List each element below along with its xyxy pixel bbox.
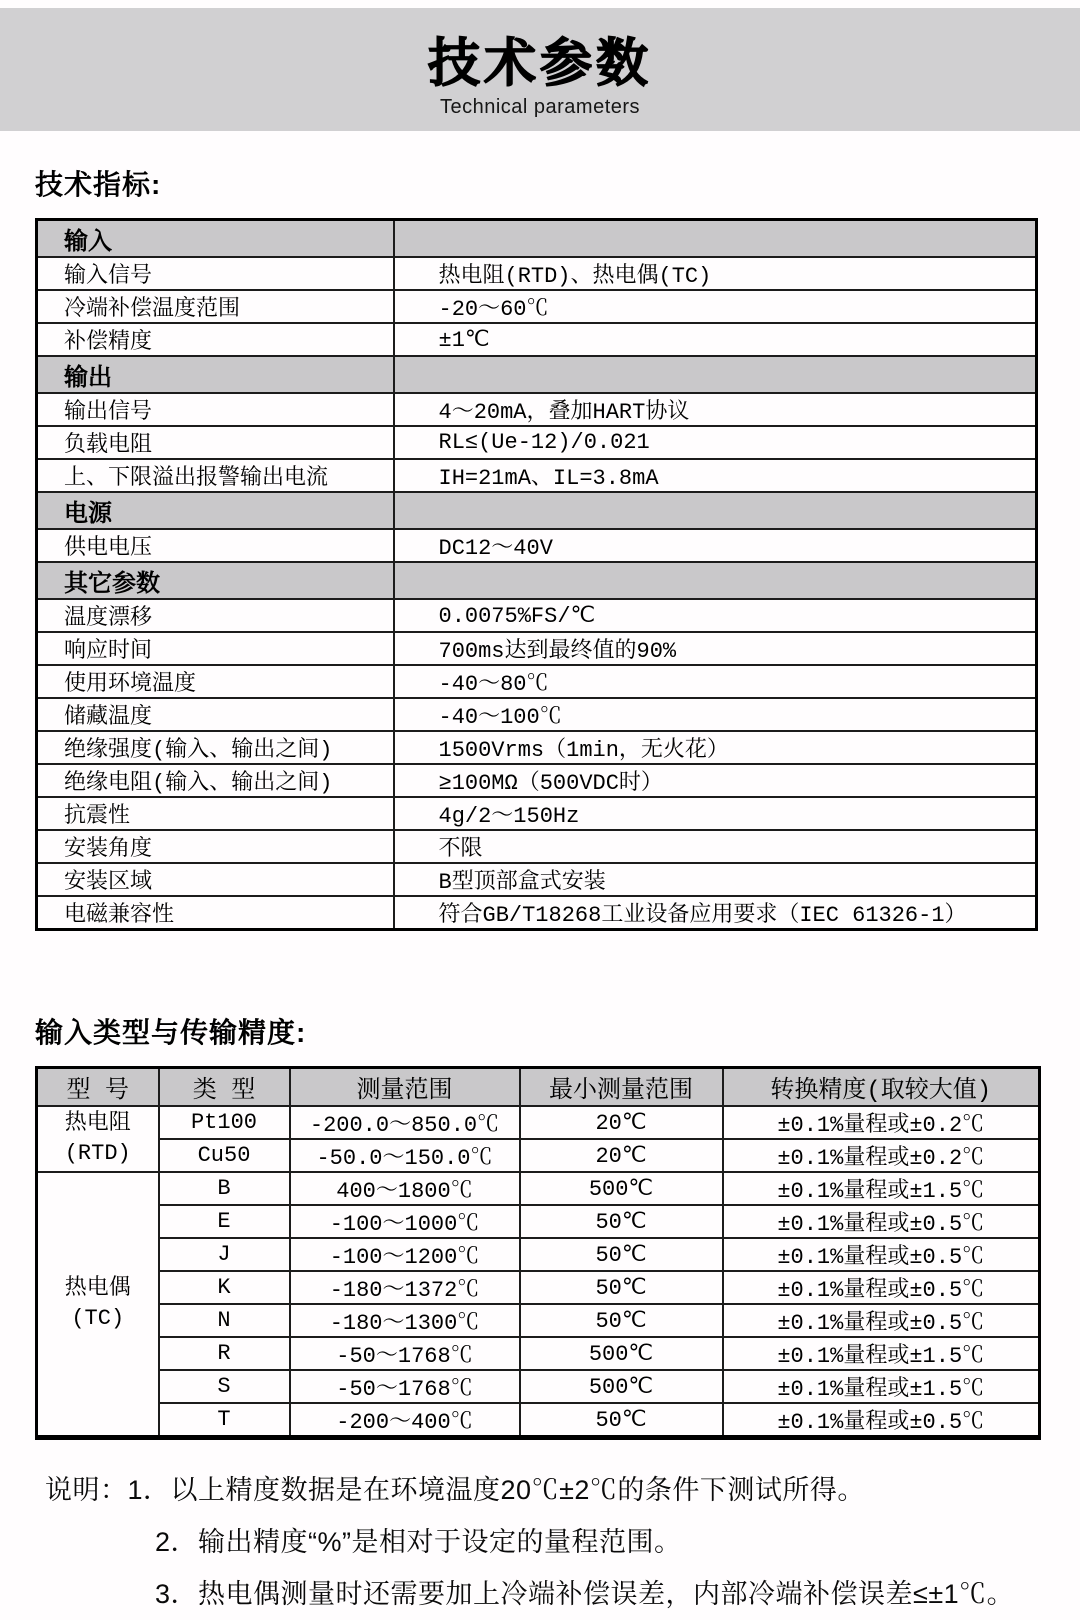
table-row: [37, 1139, 1040, 1172]
note-number: 1．: [127, 1475, 171, 1505]
spec-value: ≥100MΩ（500VDC时）: [394, 764, 1037, 797]
accuracy-cell: ±0.1%量程或±1.5℃: [723, 1370, 1040, 1403]
spec-label: 冷端补偿温度范围: [37, 290, 394, 323]
type-cell: Pt100: [159, 1106, 290, 1139]
spec-row: [37, 323, 1037, 356]
spec-value: -20～60℃: [394, 290, 1037, 323]
notes-label: 说明：: [45, 1475, 128, 1505]
accuracy-header-row: [37, 1068, 1040, 1107]
accuracy-cell: ±0.1%量程或±0.5℃: [723, 1205, 1040, 1238]
range-cell: -100～1200℃: [290, 1238, 520, 1271]
page-title: 技术参数: [427, 34, 652, 93]
model-cell-tc: [37, 1172, 159, 1438]
min-range-cell: 50℃: [520, 1271, 723, 1304]
note-line-2: [45, 1516, 1080, 1568]
accuracy-table: [35, 1066, 1041, 1440]
spec-label: 绝缘电阻(输入、输出之间): [37, 764, 394, 797]
spec-value: -40～80℃: [394, 665, 1037, 698]
type-cell: B: [159, 1172, 290, 1205]
min-range-cell: 500℃: [520, 1370, 723, 1403]
col-header-range: 测量范围: [290, 1068, 520, 1107]
table-row: [37, 1337, 1040, 1370]
type-cell: J: [159, 1238, 290, 1271]
spec-label: 使用环境温度: [37, 665, 394, 698]
spec-label: 补偿精度: [37, 323, 394, 356]
range-cell: -180～1300℃: [290, 1304, 520, 1337]
note-text: 热电偶测量时还需要加上冷端补偿误差，内部冷端补偿误差≤±1℃。: [198, 1579, 1015, 1609]
range-cell: -200.0～850.0℃: [290, 1106, 520, 1139]
range-cell: -50～1768℃: [290, 1370, 520, 1403]
spec-row: [37, 797, 1037, 830]
table-row: [37, 1238, 1040, 1271]
range-cell: -100～1000℃: [290, 1205, 520, 1238]
spec-group-row-output: [37, 356, 1037, 393]
spec-value: 4g/2～150Hz: [394, 797, 1037, 830]
spec-row: [37, 459, 1037, 492]
accuracy-cell: ±0.1%量程或±1.5℃: [723, 1172, 1040, 1205]
spec-row: [37, 896, 1037, 930]
spec-label: 温度漂移: [37, 599, 394, 632]
spec-row: [37, 863, 1037, 896]
page-subtitle: Technical parameters: [439, 95, 641, 118]
spec-value: DC12～40V: [394, 529, 1037, 562]
type-cell: T: [159, 1403, 290, 1438]
table-row: [37, 1304, 1040, 1337]
spec-label: 上、下限溢出报警输出电流: [37, 459, 394, 492]
note-number: 3．: [155, 1579, 199, 1609]
accuracy-cell: ±0.1%量程或±0.5℃: [723, 1238, 1040, 1271]
min-range-cell: 50℃: [520, 1238, 723, 1271]
spec-value: 4～20mA，叠加HART协议: [394, 393, 1037, 426]
spec-value: 不限: [394, 830, 1037, 863]
spec-label: 储藏温度: [37, 698, 394, 731]
spec-label: 输出信号: [37, 393, 394, 426]
spec-value: 符合GB/T18268工业设备应用要求（IEC 61326-1）: [394, 896, 1037, 930]
range-cell: -50～1768℃: [290, 1337, 520, 1370]
spec-label: 供电电压: [37, 529, 394, 562]
table-row: [37, 1370, 1040, 1403]
col-header-min-range: 最小测量范围: [520, 1068, 723, 1107]
range-cell: 400～1800℃: [290, 1172, 520, 1205]
spec-row: [37, 665, 1037, 698]
page-banner: [0, 8, 1080, 131]
note-number: 2．: [155, 1527, 199, 1557]
spec-group-label: 输入: [37, 220, 394, 258]
range-cell: -50.0～150.0℃: [290, 1139, 520, 1172]
spec-group-value: [394, 562, 1037, 599]
type-cell: R: [159, 1337, 290, 1370]
notes-block: [45, 1464, 1080, 1620]
spec-value: 700ms达到最终值的90%: [394, 632, 1037, 665]
spec-value: 1500Vrms（1min，无火花）: [394, 731, 1037, 764]
min-range-cell: 500℃: [520, 1172, 723, 1205]
spec-row: [37, 529, 1037, 562]
spec-label: 电磁兼容性: [37, 896, 394, 930]
spec-group-value: [394, 356, 1037, 393]
note-text: 以上精度数据是在环境温度20℃±2℃的条件下测试所得。: [170, 1475, 865, 1505]
spec-group-label: 输出: [37, 356, 394, 393]
table-row: [37, 1106, 1040, 1139]
spec-row: [37, 599, 1037, 632]
min-range-cell: 50℃: [520, 1403, 723, 1438]
spec-group-label: 其它参数: [37, 562, 394, 599]
type-cell: K: [159, 1271, 290, 1304]
note-line-1: [45, 1464, 1080, 1516]
spec-value: IH=21mA、IL=3.8mA: [394, 459, 1037, 492]
spec-value: 热电阻(RTD)、热电偶(TC): [394, 257, 1037, 290]
spec-section-heading: 技术指标:: [35, 169, 162, 200]
spec-label: 安装区域: [37, 863, 394, 896]
spec-label: 绝缘强度(输入、输出之间): [37, 731, 394, 764]
model-abbr: (TC): [71, 1306, 125, 1331]
table-row: [37, 1271, 1040, 1304]
accuracy-cell: ±0.1%量程或±0.5℃: [723, 1304, 1040, 1337]
note-line-3: [45, 1568, 1080, 1620]
accuracy-cell: ±0.1%量程或±0.5℃: [723, 1271, 1040, 1304]
spec-row: [37, 830, 1037, 863]
min-range-cell: 500℃: [520, 1337, 723, 1370]
note-text: 输出精度“%”是相对于设定的量程范围。: [198, 1527, 682, 1557]
accuracy-section-heading: 输入类型与传输精度:: [35, 1017, 307, 1048]
spec-table: [35, 218, 1038, 931]
col-header-type: 类 型: [159, 1068, 290, 1107]
spec-row: [37, 632, 1037, 665]
table-row: [37, 1172, 1040, 1205]
range-cell: -180～1372℃: [290, 1271, 520, 1304]
min-range-cell: 20℃: [520, 1106, 723, 1139]
col-header-model: 型 号: [37, 1068, 159, 1107]
accuracy-cell: ±0.1%量程或±0.5℃: [723, 1403, 1040, 1438]
model-cell-rtd: [37, 1106, 159, 1172]
model-name: 热电阻: [64, 1111, 131, 1136]
spec-label: 负载电阻: [37, 426, 394, 459]
spec-row: [37, 731, 1037, 764]
spec-group-value: [394, 492, 1037, 529]
spec-label: 安装角度: [37, 830, 394, 863]
spec-label: 输入信号: [37, 257, 394, 290]
spec-value: B型顶部盒式安装: [394, 863, 1037, 896]
spec-value: -40～100℃: [394, 698, 1037, 731]
spec-row: [37, 290, 1037, 323]
model-abbr: (RTD): [64, 1141, 131, 1166]
spec-value: ±1℃: [394, 323, 1037, 356]
spec-group-row-input: [37, 220, 1037, 258]
spec-value: 0.0075%FS/℃: [394, 599, 1037, 632]
col-header-accuracy: 转换精度(取较大值): [723, 1068, 1040, 1107]
type-cell: N: [159, 1304, 290, 1337]
spec-group-label: 电源: [37, 492, 394, 529]
spec-row: [37, 698, 1037, 731]
table-row: [37, 1403, 1040, 1438]
table-row: [37, 1205, 1040, 1238]
accuracy-cell: ±0.1%量程或±1.5℃: [723, 1337, 1040, 1370]
spec-group-row-other: [37, 562, 1037, 599]
type-cell: Cu50: [159, 1139, 290, 1172]
min-range-cell: 20℃: [520, 1139, 723, 1172]
type-cell: E: [159, 1205, 290, 1238]
min-range-cell: 50℃: [520, 1205, 723, 1238]
range-cell: -200～400℃: [290, 1403, 520, 1438]
spec-row: [37, 426, 1037, 459]
accuracy-cell: ±0.1%量程或±0.2℃: [723, 1139, 1040, 1172]
accuracy-cell: ±0.1%量程或±0.2℃: [723, 1106, 1040, 1139]
min-range-cell: 50℃: [520, 1304, 723, 1337]
spec-label: 响应时间: [37, 632, 394, 665]
type-cell: S: [159, 1370, 290, 1403]
spec-label: 抗震性: [37, 797, 394, 830]
spec-row: [37, 393, 1037, 426]
spec-row: [37, 257, 1037, 290]
spec-group-row-power: [37, 492, 1037, 529]
model-name: 热电偶: [64, 1276, 131, 1301]
spec-group-value: [394, 220, 1037, 258]
spec-value: RL≤(Ue-12)/0.021: [394, 426, 1037, 459]
spec-row: [37, 764, 1037, 797]
